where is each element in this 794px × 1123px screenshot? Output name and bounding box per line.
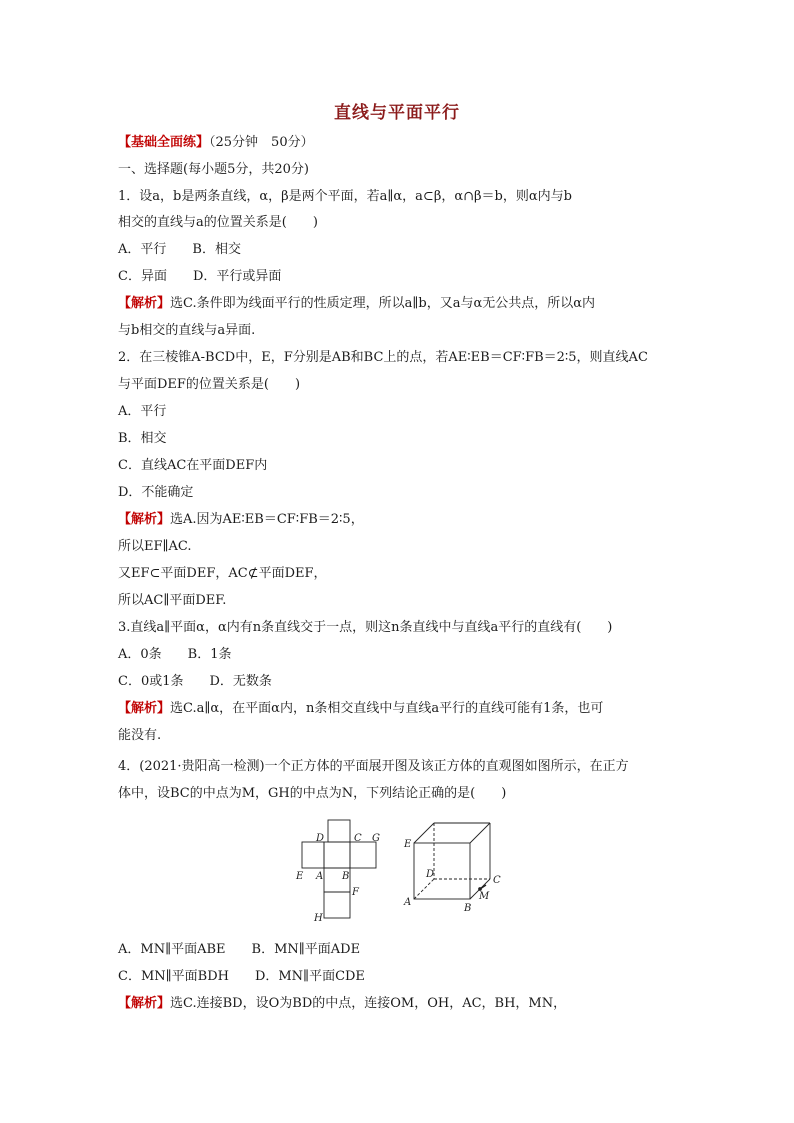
q1-answer-1	[118, 295, 698, 313]
net-label-h: H	[314, 913, 323, 924]
q1-stem-1: 1．设a，b是两条直线，α，β是两个平面，若a∥α，a⊂β，α∩β＝b，则α内与b	[118, 189, 572, 204]
answer-tag: 【解析】	[118, 701, 171, 716]
net-label-a: A	[316, 871, 324, 882]
cube-label-d: D	[426, 869, 435, 880]
net-label-f: F	[352, 887, 359, 898]
q1-stem-2: 相交的直线与a的位置关系是( )	[118, 215, 318, 230]
q2-stem-2: 与平面DEF的位置关系是( )	[118, 377, 301, 392]
section-header	[118, 134, 698, 152]
net-label-c: C	[354, 833, 362, 844]
q3-answer-2: 能没有.	[118, 728, 162, 743]
q4-options-cd: C．MN∥平面BDH D．MN∥平面CDE	[118, 969, 365, 984]
answer-tag: 【解析】	[118, 512, 171, 527]
cube-diagram	[414, 823, 490, 899]
answer-text: 选A.因为AE∶EB＝CF∶FB＝2∶5，	[170, 512, 364, 527]
section-meta: （25分钟 50分）	[209, 135, 314, 150]
net-label-g: G	[372, 833, 380, 844]
q2-option-a: A．平行	[118, 404, 167, 419]
q3-stem-1: 3.直线a∥平面α，α内有n条直线交于一点，则这n条直线中与直线a平行的直线有( )	[118, 620, 613, 635]
answer-text: 选C.a∥α，在平面α内，n条相交直线中与直线a平行的直线可能有1条，也可	[170, 701, 604, 716]
q2-answer-4: 所以AC∥平面DEF.	[118, 593, 227, 608]
q3-answer-1	[118, 700, 698, 718]
q1-options-ab: A．平行 B．相交	[118, 242, 241, 257]
q4-answer-1	[118, 995, 698, 1013]
cube-net-diagram	[302, 820, 376, 918]
net-label-e: E	[296, 871, 304, 882]
q2-option-b: B．相交	[118, 431, 167, 446]
net-label-b: B	[342, 871, 350, 882]
q2-answer-3: 又EF⊂平面DEF，AC⊄平面DEF，	[118, 566, 327, 581]
answer-text: 选C.条件即为线面平行的性质定理，所以a∥b，又a与α无公共点，所以α内	[170, 296, 596, 311]
page-title: 直线与平面平行	[334, 103, 460, 123]
answer-tag: 【解析】	[118, 996, 171, 1011]
q1-options-cd: C．异面 D．平行或异面	[118, 269, 282, 284]
q2-option-c: C．直线AC在平面DEF内	[118, 458, 268, 473]
q3-options-ab: A．0条 B．1条	[118, 647, 232, 662]
q1-answer-2: 与b相交的直线与a异面.	[118, 323, 256, 338]
q2-option-d: D．不能确定	[118, 485, 194, 500]
cube-label-b: B	[464, 903, 472, 914]
q2-stem-1: 2．在三棱锥A-BCD中，E，F分别是AB和BC上的点，若AE∶EB＝CF∶FB＝2∶5，则直线AC	[118, 350, 648, 365]
cube-label-m: M	[479, 891, 490, 902]
answer-text: 选C.连接BD，设O为BD的中点，连接OM，OH，AC，BH，MN，	[170, 996, 567, 1011]
q4-figures	[290, 815, 520, 925]
q2-answer-2: 所以EF∥AC.	[118, 539, 192, 554]
q4-options-ab: A．MN∥平面ABE B．MN∥平面ADE	[118, 942, 361, 957]
q3-options-cd: C．0或1条 D．无数条	[118, 674, 272, 689]
answer-tag: 【解析】	[118, 296, 171, 311]
net-label-d: D	[316, 833, 325, 844]
cube-label-e: E	[404, 839, 412, 850]
cube-label-c: C	[493, 875, 501, 886]
net-labels	[295, 833, 380, 924]
part-heading: 一、选择题(每小题5分，共20分)	[118, 162, 309, 177]
q4-stem-2: 体中，设BC的中点为M，GH的中点为N，下列结论正确的是( )	[118, 786, 507, 801]
cube-labels	[403, 839, 501, 914]
q4-stem-1: 4．(2021·贵阳高一检测)一个正方体的平面展开图及该正方体的直观图如图所示，在正方	[118, 759, 629, 774]
section-label: 【基础全面练】	[118, 135, 210, 150]
q2-answer-1	[118, 511, 698, 529]
cube-label-a: A	[404, 897, 412, 908]
